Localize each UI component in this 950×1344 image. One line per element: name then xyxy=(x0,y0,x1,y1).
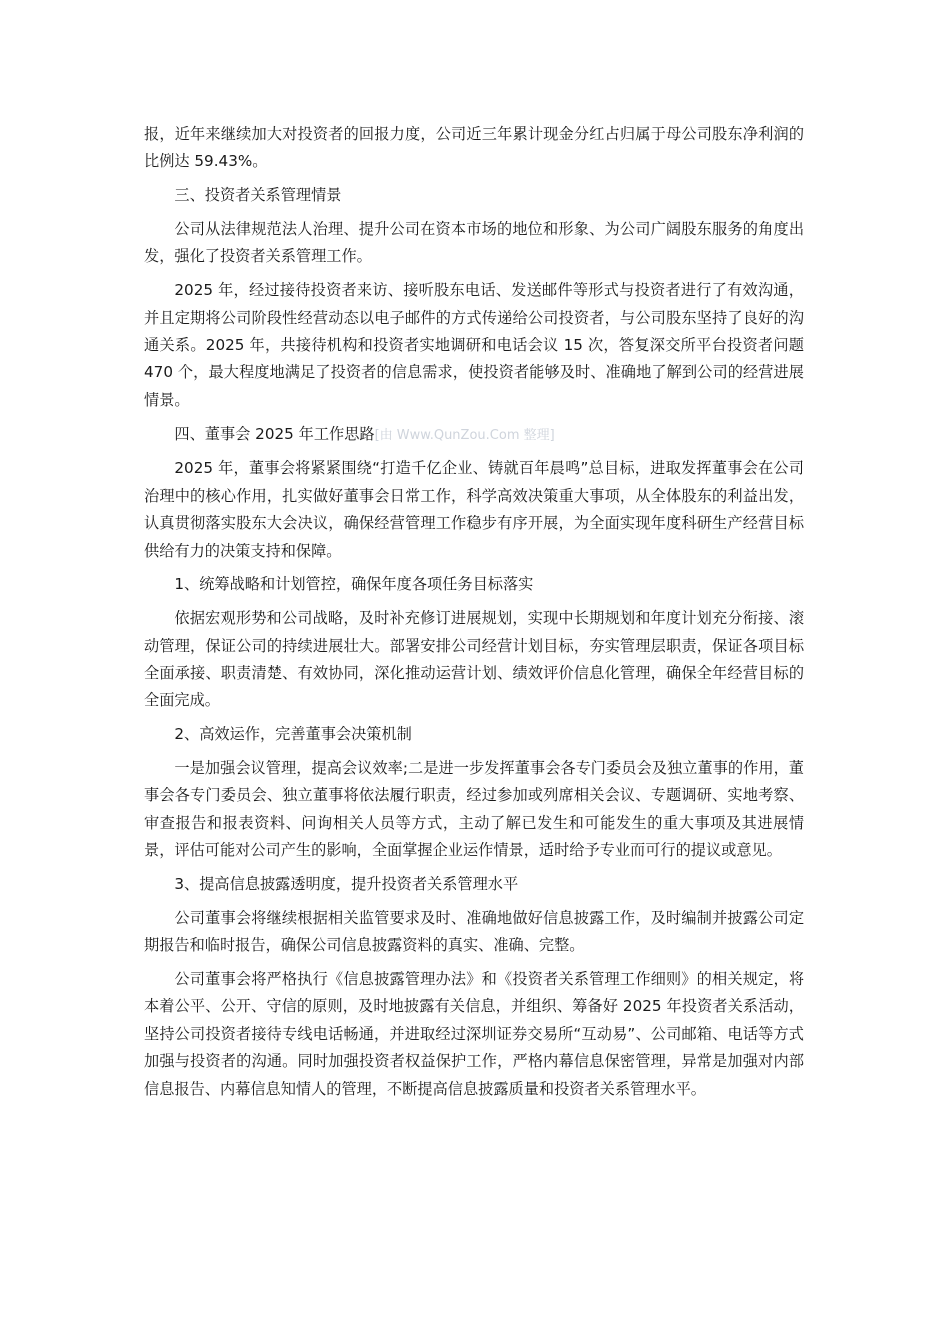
paragraph-dividend-return: 报，近年来继续加大对投资者的回报力度，公司近三年累计现金分红占归属于母公司股东净利润的比例达 59.43%。 xyxy=(144,125,804,171)
subheading-strategy-planning: 1、统筹战略和计划管控，确保年度各项任务目标落实 xyxy=(174,575,534,594)
section-heading-board-work-plan xyxy=(144,421,804,449)
document-body xyxy=(144,121,804,1109)
paragraph-investor-communication: 2025 年，经过接待投资者来访、接听股东电话、发送邮件等形式与投资者进行了有效沟通，并且定期将公司阶段性经营动态以电子邮件的方式传递给公司投资者，与公司股东坚持了良好的沟通关系。2025 年，共接待机构和投资者实地调研和电话会议 15 次，答复深交所平台投资者问题 470 个，最大程度地满足了投资者的信息需求，使投资者能够及时、准确地了解到公司的经营进展情景。 xyxy=(144,281,804,409)
subheading-board-decision-mechanism: 2、高效运作，完善董事会决策机制 xyxy=(174,725,412,744)
section-heading-board-work-plan-text: 四、董事会 2025 年工作思路 xyxy=(174,424,375,443)
subheading-information-disclosure: 3、提高信息披露透明度，提升投资者关系管理水平 xyxy=(174,875,519,894)
paragraph-board-decision-mechanism: 一是加强会议管理，提高会议效率;二是进一步发挥董事会各专门委员会及独立董事的作用，董事会各专门委员会、独立董事将依法履行职责，经过参加或列席相关会议、专题调研、实地考察、审查报告和报表资料、问询相关人员等方式，主动了解已发生和可能发生的重大事项及其进展情景，评估可能对公司产生的影响，全面掌握企业运作情景，适时给予专业而可行的提议或意见。 xyxy=(144,759,804,860)
section-heading-investor-relations: 三、投资者关系管理情景 xyxy=(174,186,342,205)
paragraph-board-goal: 2025 年，董事会将紧紧围绕“打造千亿企业、铸就百年晨鸣”总目标，进取发挥董事会在公司治理中的核心作用，扎实做好董事会日常工作，科学高效决策重大事项，从全体股东的利益出发，认真贯彻落实股东大会决议，确保经营管理工作稳步有序开展，为全面实现年度科研生产经营目标供给有力的决策支持和保障。 xyxy=(144,459,804,560)
watermark-text: [由 Www.QunZou.Com 整理] xyxy=(374,427,555,443)
paragraph-investor-relations-intro: 公司从法律规范法人治理、提升公司在资本市场的地位和形象、为公司广阔股东服务的角度出发，强化了投资者关系管理工作。 xyxy=(144,220,804,266)
paragraph-disclosure-rules: 公司董事会将严格执行《信息披露管理办法》和《投资者关系管理工作细则》的相关规定，将本着公平、公开、守信的原则，及时地披露有关信息，并组织、筹备好 2025 年投资者关系活动，坚持公司投资者接待专线电话畅通，并进取经过深圳证券交易所“互动易”、公司邮箱、电话等方式加强与投资者的沟通。同时加强投资者权益保护工作，严格内幕信息保密管理，异常是加强对内部信息报告、内幕信息知情人的管理，不断提高信息披露质量和投资者关系管理水平。 xyxy=(144,970,804,1098)
paragraph-strategy-planning: 依据宏观形势和公司战略，及时补充修订进展规划，实现中长期规划和年度计划充分衔接、滚动管理，保证公司的持续进展壮大。部署安排公司经营计划目标，夯实管理层职责，保证各项目标全面承接、职责清楚、有效协同，深化推动运营计划、绩效评价信息化管理，确保全年经营目标的全面完成。 xyxy=(144,609,804,710)
paragraph-information-disclosure: 公司董事会将继续根据相关监管要求及时、准确地做好信息披露工作，及时编制并披露公司定期报告和临时报告，确保公司信息披露资料的真实、准确、完整。 xyxy=(144,908,804,955)
